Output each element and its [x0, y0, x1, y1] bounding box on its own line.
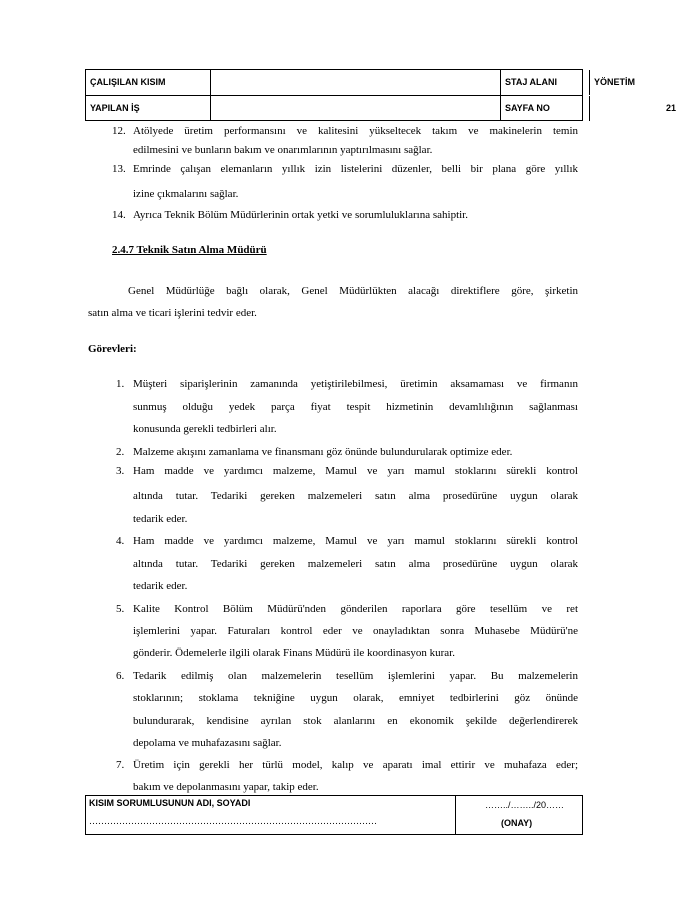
list-number: 3. — [116, 465, 125, 477]
list-number: 6. — [116, 670, 125, 682]
list-item-line: edilmesini ve bunların bakım ve onarımlarının yaptırılmasını sağlar. — [133, 144, 433, 156]
header-label-page: SAYFA NO — [501, 96, 590, 121]
footer-date: ……../……../20…… — [485, 800, 565, 810]
list-item-line: gönderir. Ödemelerle ilgili olarak Finans Müdürü ile koordinasyon kurar. — [133, 647, 455, 659]
header-value-page: 21 — [665, 103, 676, 113]
list-item-line: altında tutar. Tedariki gereken malzemeleri satın alma prosedürüne uygun olarak — [133, 558, 578, 570]
list-number: 2. — [116, 446, 125, 458]
list-number: 4. — [116, 535, 125, 547]
list-item-line: Emrinde çalışan elemanların yıllık izin listelerini düzenler, belli bir plana göre yıllık — [133, 163, 578, 175]
list-item-line: tedarik eder. — [133, 580, 188, 592]
header-value-section — [211, 70, 501, 95]
list-number: 7. — [116, 759, 125, 771]
list-item-line: sunmuş olduğu yedek parça fiyat tespit hizmetinin devamlılığının sağlanması — [133, 401, 578, 413]
list-item-line: Kalite Kontrol Bölüm Müdürü'nden gönderilen raporlara göre tesellüm ve ret — [133, 603, 578, 615]
intro-line: Genel Müdürlüğe bağlı olarak, Genel Müdürlükten alacağı direktiflere göre, şirketin — [128, 285, 578, 297]
list-item-line: depolama ve muhafazasını sağlar. — [133, 737, 282, 749]
header-table — [85, 69, 676, 121]
list-item-line: Ham madde ve yardımcı malzeme, Mamul ve yarı mamul stoklarını sürekli kontrol — [133, 535, 578, 547]
header-value-field: YÖNETİM — [594, 77, 636, 87]
list-item-line: Atölyede üretim performansını ve kalitesini yükseltecek takım ve makinelerin temin — [133, 125, 578, 137]
header-row-1 — [86, 70, 636, 96]
list-item-line: tedarik eder. — [133, 513, 188, 525]
list-item-line: Üretim için gerekli her türlü model, kalıp ve aparatı imal ettirir ve muhafaza eder; — [133, 759, 578, 771]
header-row-2 — [86, 96, 676, 121]
list-number: 5. — [116, 603, 125, 615]
footer-table — [85, 795, 583, 835]
list-item-line: işlemlerini yapar. Faturaları kontrol eder ve onayladıktan sonra Muhasebe Müdürü'ne — [133, 625, 578, 637]
list-item-line: konusunda gerekli tedbirleri alır. — [133, 423, 277, 435]
footer-approval-cell — [455, 796, 582, 834]
list-item-line: Müşteri siparişlerinin zamanında yetiştirilebilmesi, üretimin aksamaması ve firmanın — [133, 378, 578, 390]
list-number: 14. — [112, 209, 126, 221]
header-label-field: STAJ ALANI — [501, 70, 590, 95]
list-item-line: bakım ve depolanmasını yapar, takip eder. — [133, 781, 319, 793]
section-title: 2.4.7 Teknik Satın Alma Müdürü — [112, 244, 267, 256]
list-item-line: altında tutar. Tedariki gereken malzemeleri satın alma prosedürüne uygun olarak — [133, 490, 578, 502]
list-number: 1. — [116, 378, 125, 390]
header-label-section: ÇALIŞILAN KISIM — [86, 70, 211, 95]
footer-responsible-label: KISIM SORUMLUSUNUN ADI, SOYADI — [89, 798, 251, 808]
footer-signature-dots: …………………………………………………………………………………… — [89, 816, 377, 826]
list-item-line: stoklarının; stoklama tekniğine uygun olarak, emniyet tedbirlerini göz önünde — [133, 692, 578, 704]
list-item-line: Ayrıca Teknik Bölüm Müdürlerinin ortak yetki ve sorumluluklarına sahiptir. — [133, 209, 468, 221]
list-item-line: izine çıkmalarını sağlar. — [133, 188, 239, 200]
list-number: 12. — [112, 125, 126, 137]
header-value-work — [211, 96, 501, 121]
duties-title: Görevleri: — [88, 343, 137, 355]
list-item-line: Tedarik edilmiş olan malzemelerin tesellüm işlemlerini yapar. Bu malzemelerin — [133, 670, 578, 682]
list-number: 13. — [112, 163, 126, 175]
footer-approval-label: (ONAY) — [501, 818, 533, 828]
header-label-work: YAPILAN İŞ — [86, 96, 211, 121]
list-item-line: bulundurarak, kendisine ayrılan stok alanlarını en ekonomik şekilde değerlendirerek — [133, 715, 578, 727]
list-item-line: Ham madde ve yardımcı malzeme, Mamul ve yarı mamul stoklarını sürekli kontrol — [133, 465, 578, 477]
list-item-line: Malzeme akışını zamanlama ve finansmanı göz önünde bulundurularak optimize eder. — [133, 446, 513, 458]
footer-responsible-cell — [86, 796, 456, 834]
intro-line: satın alma ve ticari işlerini tedvir eder. — [88, 307, 257, 319]
